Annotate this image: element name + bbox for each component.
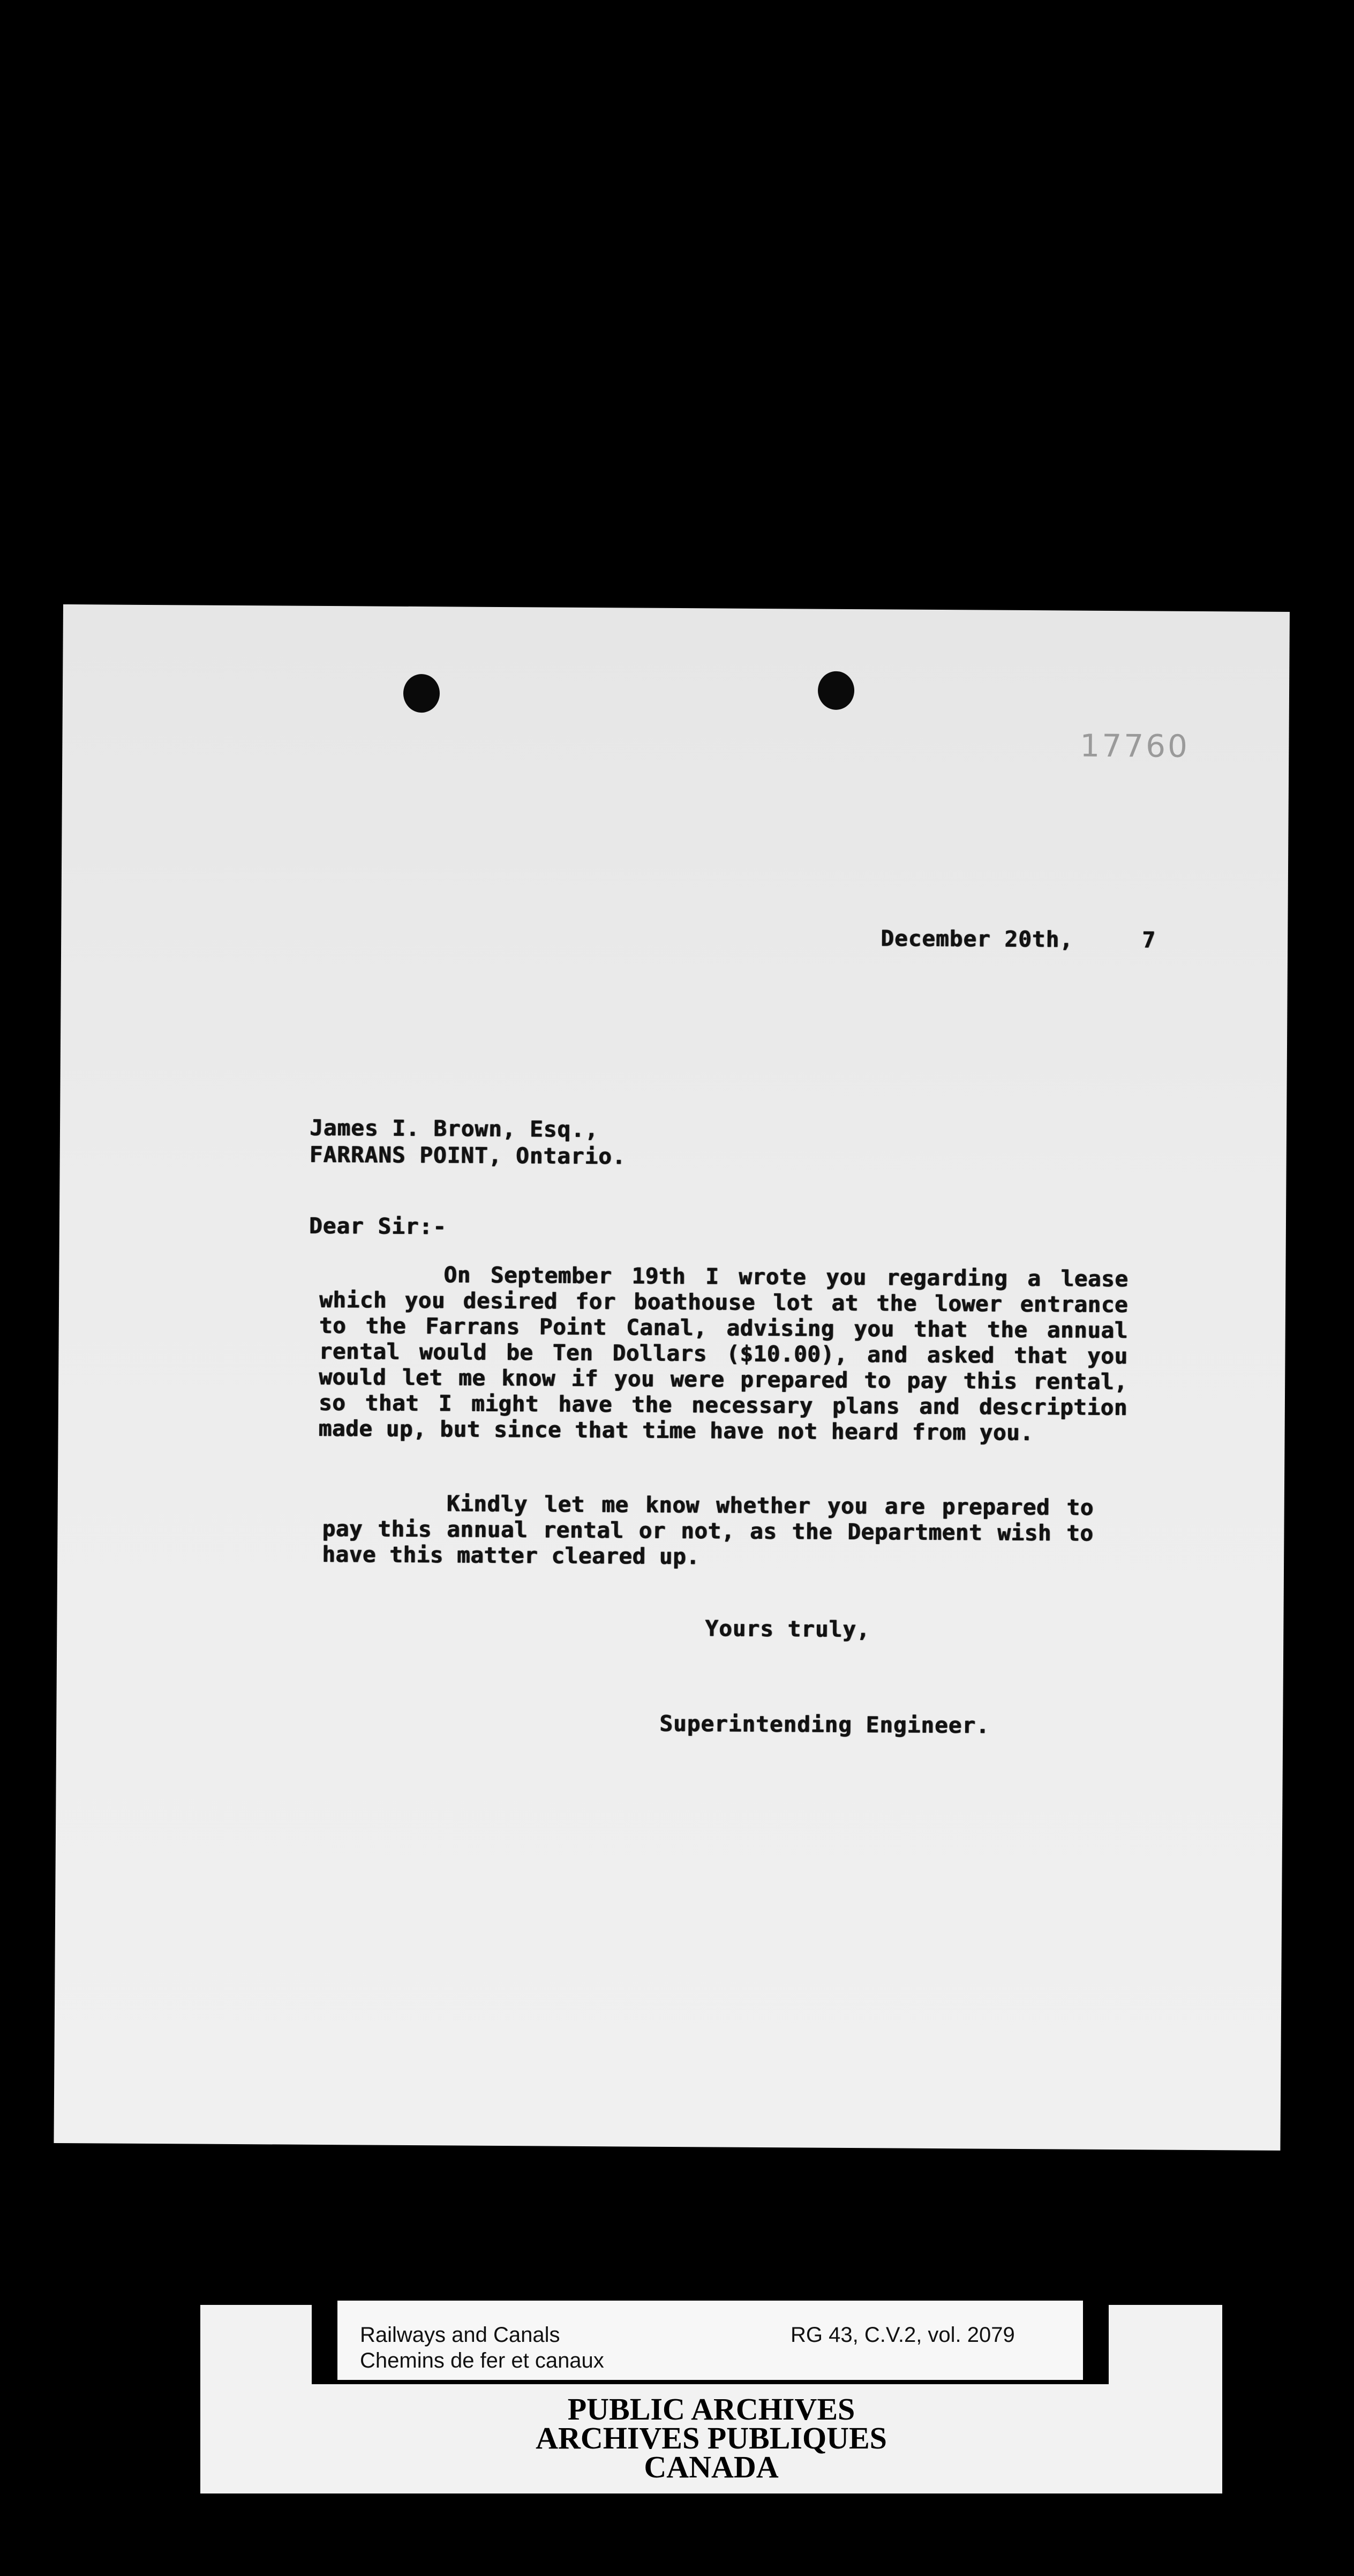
body-paragraph-2: Kindly let me know whether you are prepared to pay this annual rental or not, as the Department wish to have this matter cleared up. — [322, 1491, 1094, 1570]
punch-hole-left — [403, 674, 440, 713]
punch-hole-right — [818, 671, 854, 710]
file-number-stamp: 17760 — [1080, 727, 1190, 765]
series-name-en: Railways and Canals — [360, 2323, 560, 2347]
letter-page — [54, 604, 1290, 2151]
archive-label — [200, 2305, 1222, 2493]
archive-name-en: PUBLIC ARCHIVES — [567, 2392, 855, 2427]
letter-date: December 20th, 7 — [881, 925, 1156, 953]
salutation: Dear Sir:- — [309, 1212, 447, 1240]
closing: Yours truly, — [705, 1615, 870, 1643]
label-reference-box — [337, 2301, 1083, 2380]
signature-title: Superintending Engineer. — [659, 1710, 990, 1739]
archive-country: CANADA — [644, 2450, 779, 2484]
recipient-name: James I. Brown, Esq., — [309, 1114, 599, 1143]
body-paragraph-1: On September 19th I wrote you regarding a lease which you desired for boathouse lot at the lower entrance to the Farrans Point Canal, advising you that the annual rental would be Ten Dollars ($10.00), and asked that you would let me know if you were prepared to pay this rental, so that I might have the necessary plans and description made up, but since that time have not heard from you. — [318, 1262, 1129, 1446]
recipient-address: FARRANS POINT, Ontario. — [309, 1141, 626, 1170]
archive-name-fr: ARCHIVES PUBLIQUES — [536, 2421, 887, 2455]
archive-reference: RG 43, C.V.2, vol. 2079 — [791, 2323, 1015, 2347]
series-name-fr: Chemins de fer et canaux — [360, 2349, 604, 2372]
